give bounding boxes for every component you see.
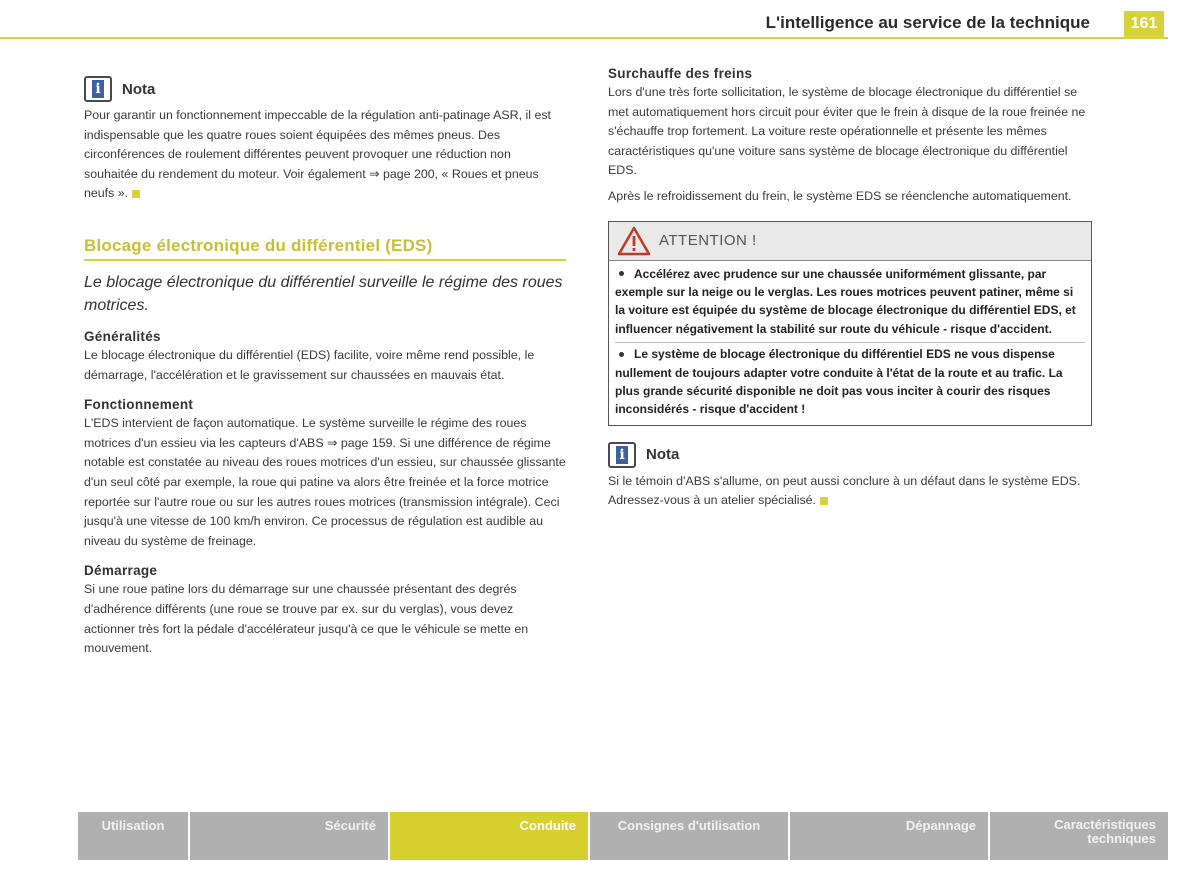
nota-heading-2 [608, 442, 1092, 468]
running-title: L'intelligence au service de la technique [765, 13, 1090, 32]
surchauffe-heading: Surchauffe des freins [608, 66, 753, 81]
tab-depannage[interactable]: Dépannage [790, 812, 988, 860]
demarrage-text: Si une roue patine lors du démarrage sur une chaussée présentant des degrés d'adhérence différents (une roue se trouve par ex. sur du verglas), vous devez actionner très fort la pédale d'accélérateur jusqu'à ce que le véhicule se mette en mouvement. [84, 582, 529, 656]
info-icon: i [608, 442, 636, 468]
nota-heading [84, 76, 566, 102]
attention-item: Le système de blocage électronique du différentiel EDS ne vous dispense nullement de toujours adapter votre conduite à l'état de la route et au trafic. La plus grande sécurité disponible ne doit pas vous inciter à courir des risques inconsidérés - risque d'accident ! [615, 342, 1085, 419]
chapter-tabs [78, 812, 1170, 860]
tab-caracteristiques[interactable]: Caractéristiques techniques [990, 812, 1168, 860]
warning-triangle-icon [617, 226, 651, 256]
tab-securite[interactable]: Sécurité [190, 812, 388, 860]
tab-consignes[interactable]: Consignes d'utilisation [590, 812, 788, 860]
bullet-icon [619, 271, 624, 276]
tab-conduite[interactable]: Conduite [390, 812, 588, 860]
generalites-text: Le blocage électronique du différentiel (EDS) facilite, voire même rend possible, le démarrage, l'accélération et le gravissement sur chaussées en mauvais état. [84, 347, 535, 382]
attention-box [608, 221, 1092, 426]
nota-text-2: Si le témoin d'ABS s'allume, on peut aussi conclure à un défaut dans le système EDS. Adressez-vous à un atelier spécialisé. [608, 473, 1081, 508]
attention-body [609, 261, 1091, 425]
surchauffe-text-2: Après le refroidissement du frein, le système EDS se réenclenche automatiquement. [608, 188, 1072, 203]
fonctionnement-text: L'EDS intervient de façon automatique. Le système surveille le régime des roues motrices d'un essieu via les capteurs d'ABS ⇒ page 159. Si une différence de régime notable est constatée au niveau des roues motrices d'un essieu, sur chaussée glissante d'un seul côté par exemple, la roue qui patine va alors être freinée et la force motrice reportée sur l'autre roue ou sur les autres roues motrices (transmission intégrale). Ceci jusqu'à une vitesse de 100 km/h environ. Ce processus de régulation est audible au niveau du système de freinage. [84, 416, 566, 548]
nota-title-2: Nota [646, 446, 680, 464]
attention-header [609, 222, 1091, 261]
right-column [608, 66, 1092, 511]
section-lead: Le blocage électronique du différentiel surveille le régime des roues motrices. [84, 273, 563, 314]
tab-utilisation[interactable]: Utilisation [78, 812, 188, 860]
info-icon: i [84, 76, 112, 102]
bullet-icon [619, 352, 624, 357]
demarrage-heading: Démarrage [84, 563, 158, 579]
header-divider [0, 37, 1168, 39]
attention-item: Accélérez avec prudence sur une chaussée uniformément glissante, par exemple sur la neige ou le verglas. Les roues motrices peuvent patiner, même si la voiture est équipée du système de blocage électronique du différentiel EDS, et influencer négativement la stabilité sur route du véhicule - risque d'accident. [615, 266, 1076, 336]
end-mark-icon [132, 190, 140, 198]
page-number: 161 [1124, 11, 1164, 37]
generalites-heading: Généralités [84, 328, 161, 344]
nota-text: Pour garantir un fonctionnement impeccable de la régulation anti-patinage ASR, il est indispensable que les quatre roues soient équipées des mêmes pneus. Des circonférences de roulement différentes peuvent provoquer une réduction non souhaitée du rendement du moteur. Voir également ⇒ page 200, « Roues et pneus neufs ». [84, 108, 551, 201]
section-title: Blocage électronique du différentiel (EDS) [84, 236, 566, 261]
fonctionnement-heading: Fonctionnement [84, 397, 194, 413]
nota-title: Nota [122, 80, 156, 98]
left-column [84, 76, 566, 659]
attention-title: ATTENTION ! [659, 232, 757, 250]
end-mark-icon [820, 497, 828, 505]
surchauffe-text: Lors d'une très forte sollicitation, le système de blocage électronique du différentiel se met automatiquement hors circuit pour éviter que le frein à disque de la roue freinée ne s'échauffe trop fortement. La voiture reste opérationnelle et présente les mêmes caractéristiques qu'une voiture sans système de blocage électronique du différentiel EDS. [608, 85, 1086, 178]
